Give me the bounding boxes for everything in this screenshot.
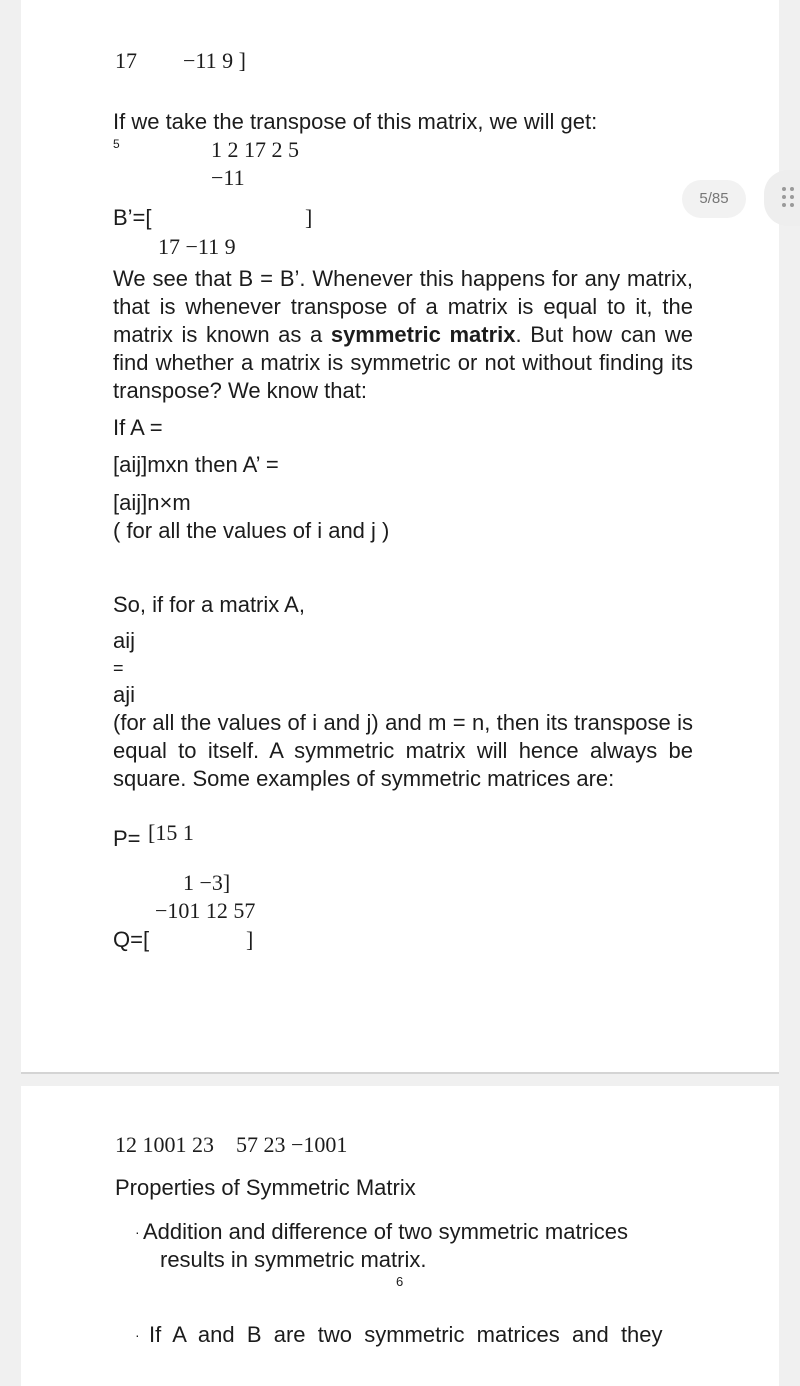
aji-term: aji bbox=[113, 682, 136, 707]
para-pre: We see that B = B’. Whenever this happens for any matrix, that is whenever transpose of a matrix is equal to it, the matrix is known as a bbox=[113, 266, 693, 347]
drag-dots-icon bbox=[782, 187, 796, 209]
document-page-2 bbox=[21, 1086, 779, 1386]
page-number: 6 bbox=[396, 1274, 404, 1289]
bullet-1-mark: · bbox=[135, 1224, 140, 1240]
p-matrix-row-1: [15 1 bbox=[148, 820, 194, 845]
bullet-1-line-2: results in symmetric matrix. bbox=[160, 1247, 427, 1272]
para-post: . But how can we find whether a matrix is symmetric or not without finding its transpose? We know that: bbox=[113, 322, 693, 403]
aij-nxm-line: [aij]n×m bbox=[113, 490, 191, 515]
bullet-1-line-1: Addition and difference of two symmetric matrices bbox=[143, 1219, 629, 1244]
bullet-2-line-1: If A and B are two symmetric matrices and they bbox=[149, 1322, 663, 1347]
transpose-intro: If we take the transpose of this matrix, we will get: bbox=[113, 109, 598, 134]
equals-sign: = bbox=[113, 658, 124, 678]
so-if-line: So, if for a matrix A, bbox=[113, 592, 305, 617]
q-matrix-values-row: 12 1001 23 57 23 −1001 bbox=[115, 1132, 348, 1157]
q-label: Q=[ bbox=[113, 927, 150, 952]
p-matrix-row-2: 1 −3] bbox=[183, 870, 231, 895]
aij-mxn-line: [aij]mxn then A’ = bbox=[113, 452, 279, 477]
drag-dot bbox=[782, 195, 786, 199]
drag-dot bbox=[790, 187, 794, 191]
page-divider bbox=[21, 1072, 779, 1074]
drag-dot bbox=[782, 187, 786, 191]
matrix-top-row-a: 17 bbox=[115, 48, 137, 73]
drag-dot bbox=[782, 203, 786, 207]
matrix-top-row-b: −11 9 ] bbox=[183, 48, 246, 73]
bprime-row-3: 17 −11 9 bbox=[158, 234, 236, 259]
section-heading: Properties of Symmetric Matrix bbox=[115, 1175, 416, 1200]
bprime-row-2: −11 bbox=[211, 165, 245, 190]
symmetric-condition-paragraph: (for all the values of i and j) and m = n, then its transpose is equal to itself. A symmetric matrix will hence always be square. Some examples of symmetric matrices are: bbox=[113, 710, 693, 791]
q-matrix-row-1: −101 12 57 bbox=[155, 898, 256, 923]
page-indicator-badge: 5/85 bbox=[682, 180, 746, 218]
q-close-bracket: ] bbox=[246, 927, 254, 952]
bullet-2-mark: · bbox=[135, 1327, 140, 1343]
bprime-close-bracket: ] bbox=[305, 205, 313, 230]
bprime-label: B’=[ bbox=[113, 205, 152, 230]
document-page-1 bbox=[21, 0, 779, 1072]
aij-term: aij bbox=[113, 628, 136, 653]
small-number: 5 bbox=[113, 137, 120, 151]
drag-dot bbox=[790, 195, 794, 199]
symmetric-definition-paragraph bbox=[113, 265, 693, 405]
scroll-handle[interactable] bbox=[764, 170, 800, 226]
drag-dot bbox=[790, 203, 794, 207]
symmetric-matrix-term: symmetric matrix bbox=[330, 322, 516, 347]
if-a-line: If A = bbox=[113, 415, 163, 440]
p-label: P= bbox=[113, 826, 141, 851]
for-all-values-line: ( for all the values of i and j ) bbox=[113, 518, 390, 543]
bprime-row-1: 1 2 17 2 5 bbox=[211, 137, 299, 162]
